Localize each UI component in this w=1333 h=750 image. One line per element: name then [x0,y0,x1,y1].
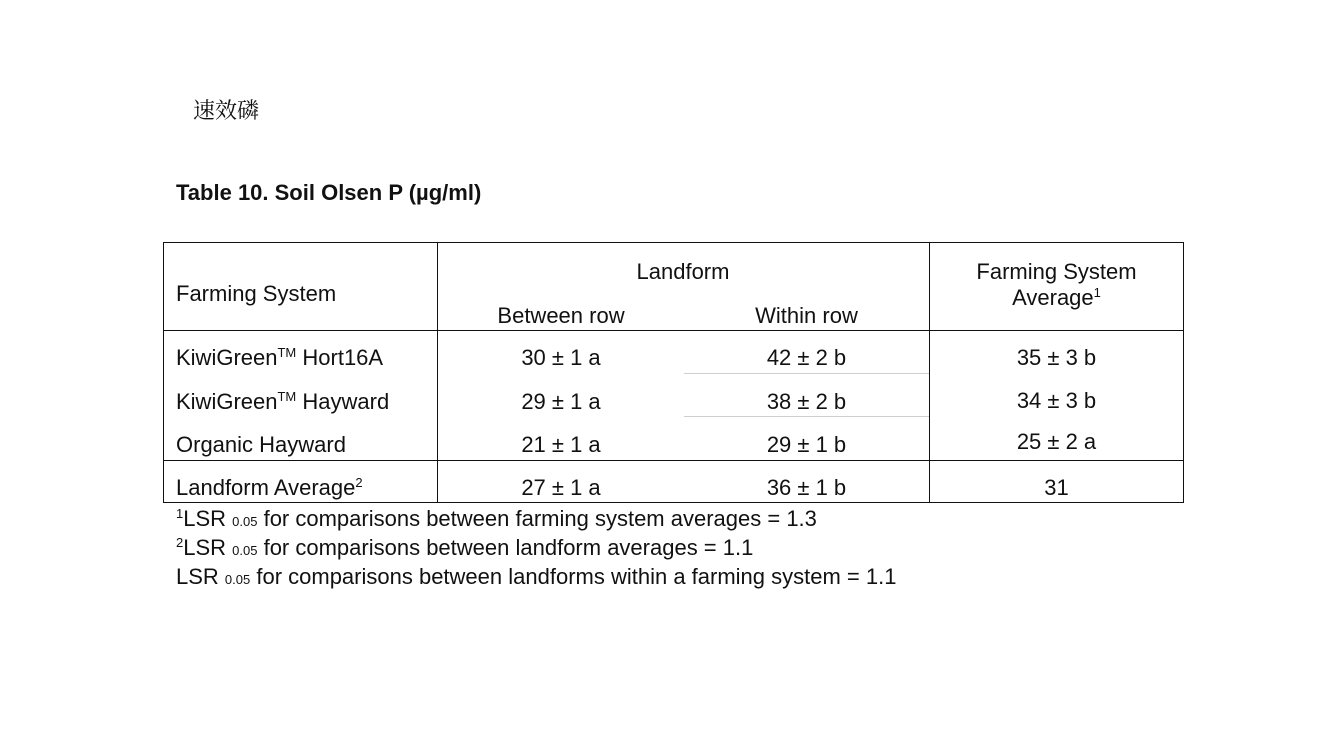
footnote-3-sub: 0.05 [224,572,251,587]
row-2-average: 34 ± 3 b [1016,388,1097,413]
row-2-system-suffix: Hayward [296,389,390,414]
row-2-within: 38 ± 2 b [766,389,847,414]
footnote-2-prefix: LSR [183,535,227,560]
row-1-system-suffix: Hort16A [296,345,384,370]
header-fs-average-text: Average [1012,285,1094,310]
landform-average-between: 27 ± 1 a [521,475,601,500]
footnote-2 [176,535,753,561]
table-title: Table 10. Soil Olsen P (µg/ml) [176,180,482,205]
landform-average-text: Landform Average [176,475,356,500]
landform-average-label [176,475,363,501]
landform-average-within: 36 ± 1 b [766,475,847,500]
row-1-system-sup: TM [277,345,297,360]
footnote-1-text: for comparisons between farming system averages = 1.3 [257,506,817,531]
header-farming-system: Farming System [176,281,337,306]
row-2-system-sup: TM [277,389,297,404]
row-3-within: 29 ± 1 b [766,432,847,457]
page-heading: 速效磷 [193,99,260,124]
header-within-row: Within row [755,303,858,328]
row-divider-2 [684,416,929,417]
footnote-3 [176,564,896,590]
row-1-system-name: KiwiGreen [176,345,278,370]
footnote-1 [176,506,817,532]
footnote-1-prefix: LSR [183,506,227,531]
header-fs-average-sup: 1 [1093,285,1101,300]
footnote-3-text: for comparisons between landforms within a farming system = 1.1 [250,564,897,589]
landform-average-rule [163,460,1184,461]
header-fs-average-line1: Farming System [976,259,1137,284]
row-3-system: Organic Hayward [176,432,346,457]
footnote-2-text: for comparisons between landform averages = 1.1 [257,535,754,560]
row-3-average: 25 ± 2 a [1016,429,1097,454]
row-2-between: 29 ± 1 a [521,389,601,414]
row-3-between: 21 ± 1 a [521,432,601,457]
row-2-system-name: KiwiGreen [176,389,278,414]
row-1-between: 30 ± 1 a [521,345,601,370]
row-1-system [176,345,383,371]
footnote-3-prefix: LSR [176,564,219,589]
row-2-system [176,389,389,415]
header-bottom-rule [163,330,1184,331]
row-divider-1 [684,373,929,374]
header-between-row: Between row [497,303,625,328]
header-landform: Landform [636,259,730,284]
header-fs-average-line2 [929,285,1184,311]
row-1-within: 42 ± 2 b [766,345,847,370]
footnote-1-sub: 0.05 [232,514,258,529]
footnote-1-sup: 1 [176,506,184,521]
footnote-2-sup: 2 [176,535,184,550]
row-1-average: 35 ± 3 b [1016,345,1097,370]
landform-average-sup: 2 [355,475,363,490]
footnote-2-sub: 0.05 [232,543,258,558]
landform-average-overall: 31 [1044,475,1069,500]
